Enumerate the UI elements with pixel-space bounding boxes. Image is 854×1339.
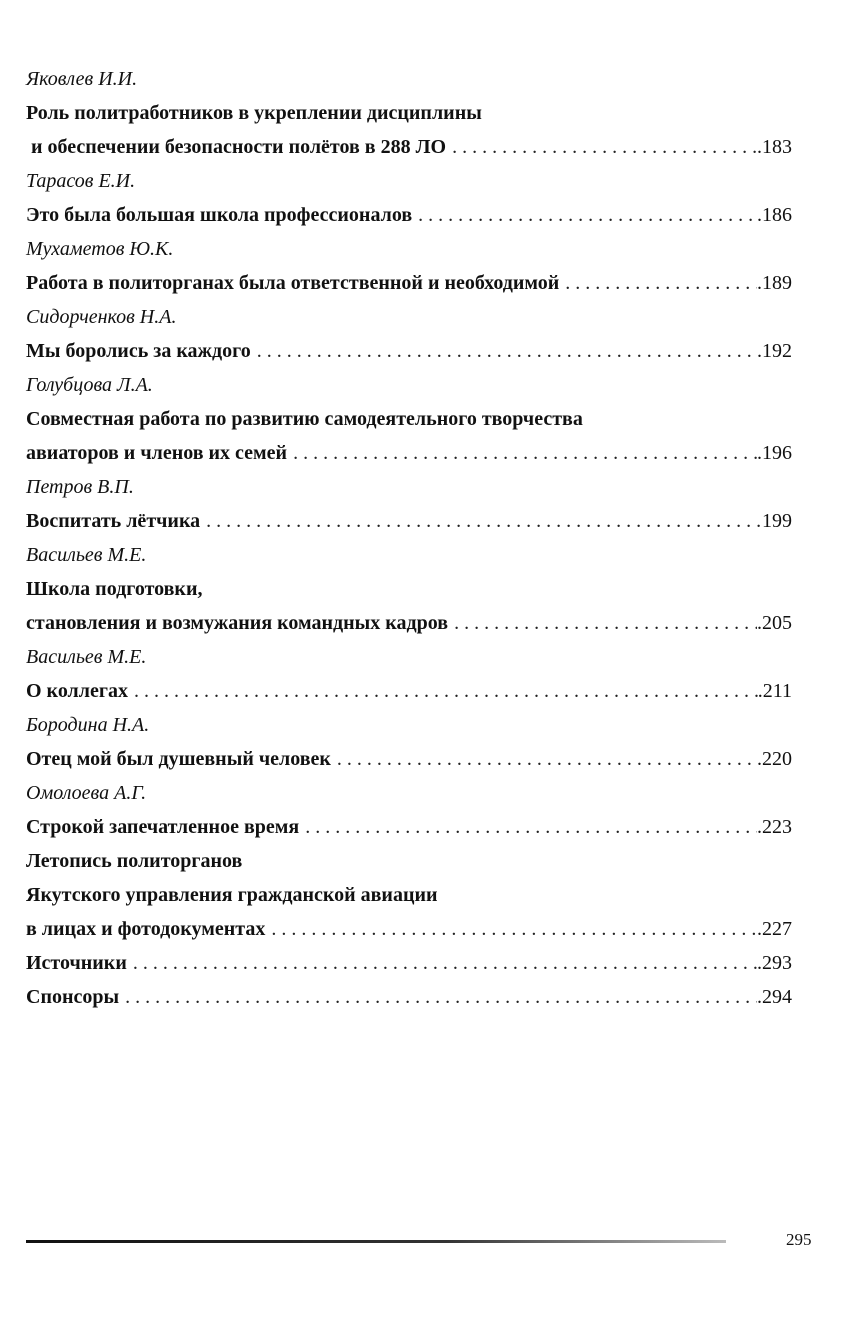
dot-leader [128,674,758,708]
toc-entry[interactable] [26,912,792,946]
toc-entry[interactable] [26,130,792,164]
dot-leader [446,130,757,164]
chapter-title-line: Роль политработников в укреплении дисциплины [26,102,482,124]
author-name: Тарасов Е.И. [26,170,136,192]
page-ref: .211 [757,680,792,702]
page-ref: .205 [757,612,792,634]
dot-leader [287,436,757,470]
chapter-title: и обеспечении безопасности полётов в 288 ЛО [31,136,447,158]
toc-entry[interactable] [26,674,792,708]
author-name: Сидорченков Н.А. [26,306,177,328]
author-name: Голубцова Л.А. [26,374,153,396]
dot-leader [559,266,757,300]
chapter-title: в лицах и фотодокументах [26,918,266,940]
toc-entry[interactable] [26,946,792,980]
page-number: 295 [786,1230,812,1249]
chapter-title: Отец мой был душевный человек [26,748,331,770]
page-ref: .196 [757,442,792,464]
page-ref: .223 [757,816,792,838]
chapter-title-line: Школа подготовки, [26,578,203,600]
dot-leader [119,980,757,1014]
author-name: Бородина Н.А. [26,714,150,736]
dot-leader [200,504,762,538]
page-ref: .220 [757,748,792,770]
chapter-title: Мы боролись за каждого [26,340,251,362]
chapter-title: Воспитать лётчика [26,510,201,532]
dot-leader [251,334,757,368]
footer-rule [26,1240,726,1243]
table-of-contents [26,62,792,1014]
toc-entry[interactable] [26,810,792,844]
toc-entry[interactable] [26,606,792,640]
page-ref: .227 [757,918,792,940]
page-ref: 199 [762,510,792,532]
chapter-title: О коллегах [26,680,128,702]
author-name: Васильев М.Е. [26,544,147,566]
chapter-title: становления и возмужания командных кадров [26,612,449,634]
chapter-title-line: Летопись политорганов [26,850,243,872]
chapter-title: Спонсоры [26,986,120,1008]
chapter-title: авиаторов и членов их семей [26,442,288,464]
dot-leader [448,606,757,640]
dot-leader [127,946,757,980]
chapter-title-line: Якутского управления гражданской авиации [26,884,438,906]
dot-leader [299,810,757,844]
toc-entry[interactable] [26,436,792,470]
chapter-title: Строкой запечатленное время [26,816,300,838]
toc-entry[interactable] [26,334,792,368]
page-ref: .294 [757,986,792,1008]
chapter-title-line: Совместная работа по развитию самодеятельного творчества [26,408,583,430]
author-name: Мухаметов Ю.К. [26,238,174,260]
page-ref: .189 [757,272,792,294]
toc-entry[interactable] [26,266,792,300]
dot-leader [412,198,757,232]
dot-leader [331,742,757,776]
author-name: Петров В.П. [26,476,134,498]
page-ref: .192 [757,340,792,362]
toc-entry[interactable] [26,742,792,776]
dot-leader [265,912,757,946]
chapter-title: Это была большая школа профессионалов [26,204,413,226]
chapter-title: Работа в политорганах была ответственной и необходимой [26,272,560,294]
chapter-title: Источники [26,952,127,974]
toc-entry[interactable] [26,198,792,232]
page-ref: .183 [757,136,792,158]
author-name: Васильев М.Е. [26,646,147,668]
toc-entry[interactable] [26,980,792,1014]
page-ref: .186 [757,204,792,226]
toc-entry[interactable] [26,504,792,538]
author-name: Омолоева А.Г. [26,782,147,804]
author-name: Яковлев И.И. [26,68,138,90]
page-ref: .293 [757,952,792,974]
